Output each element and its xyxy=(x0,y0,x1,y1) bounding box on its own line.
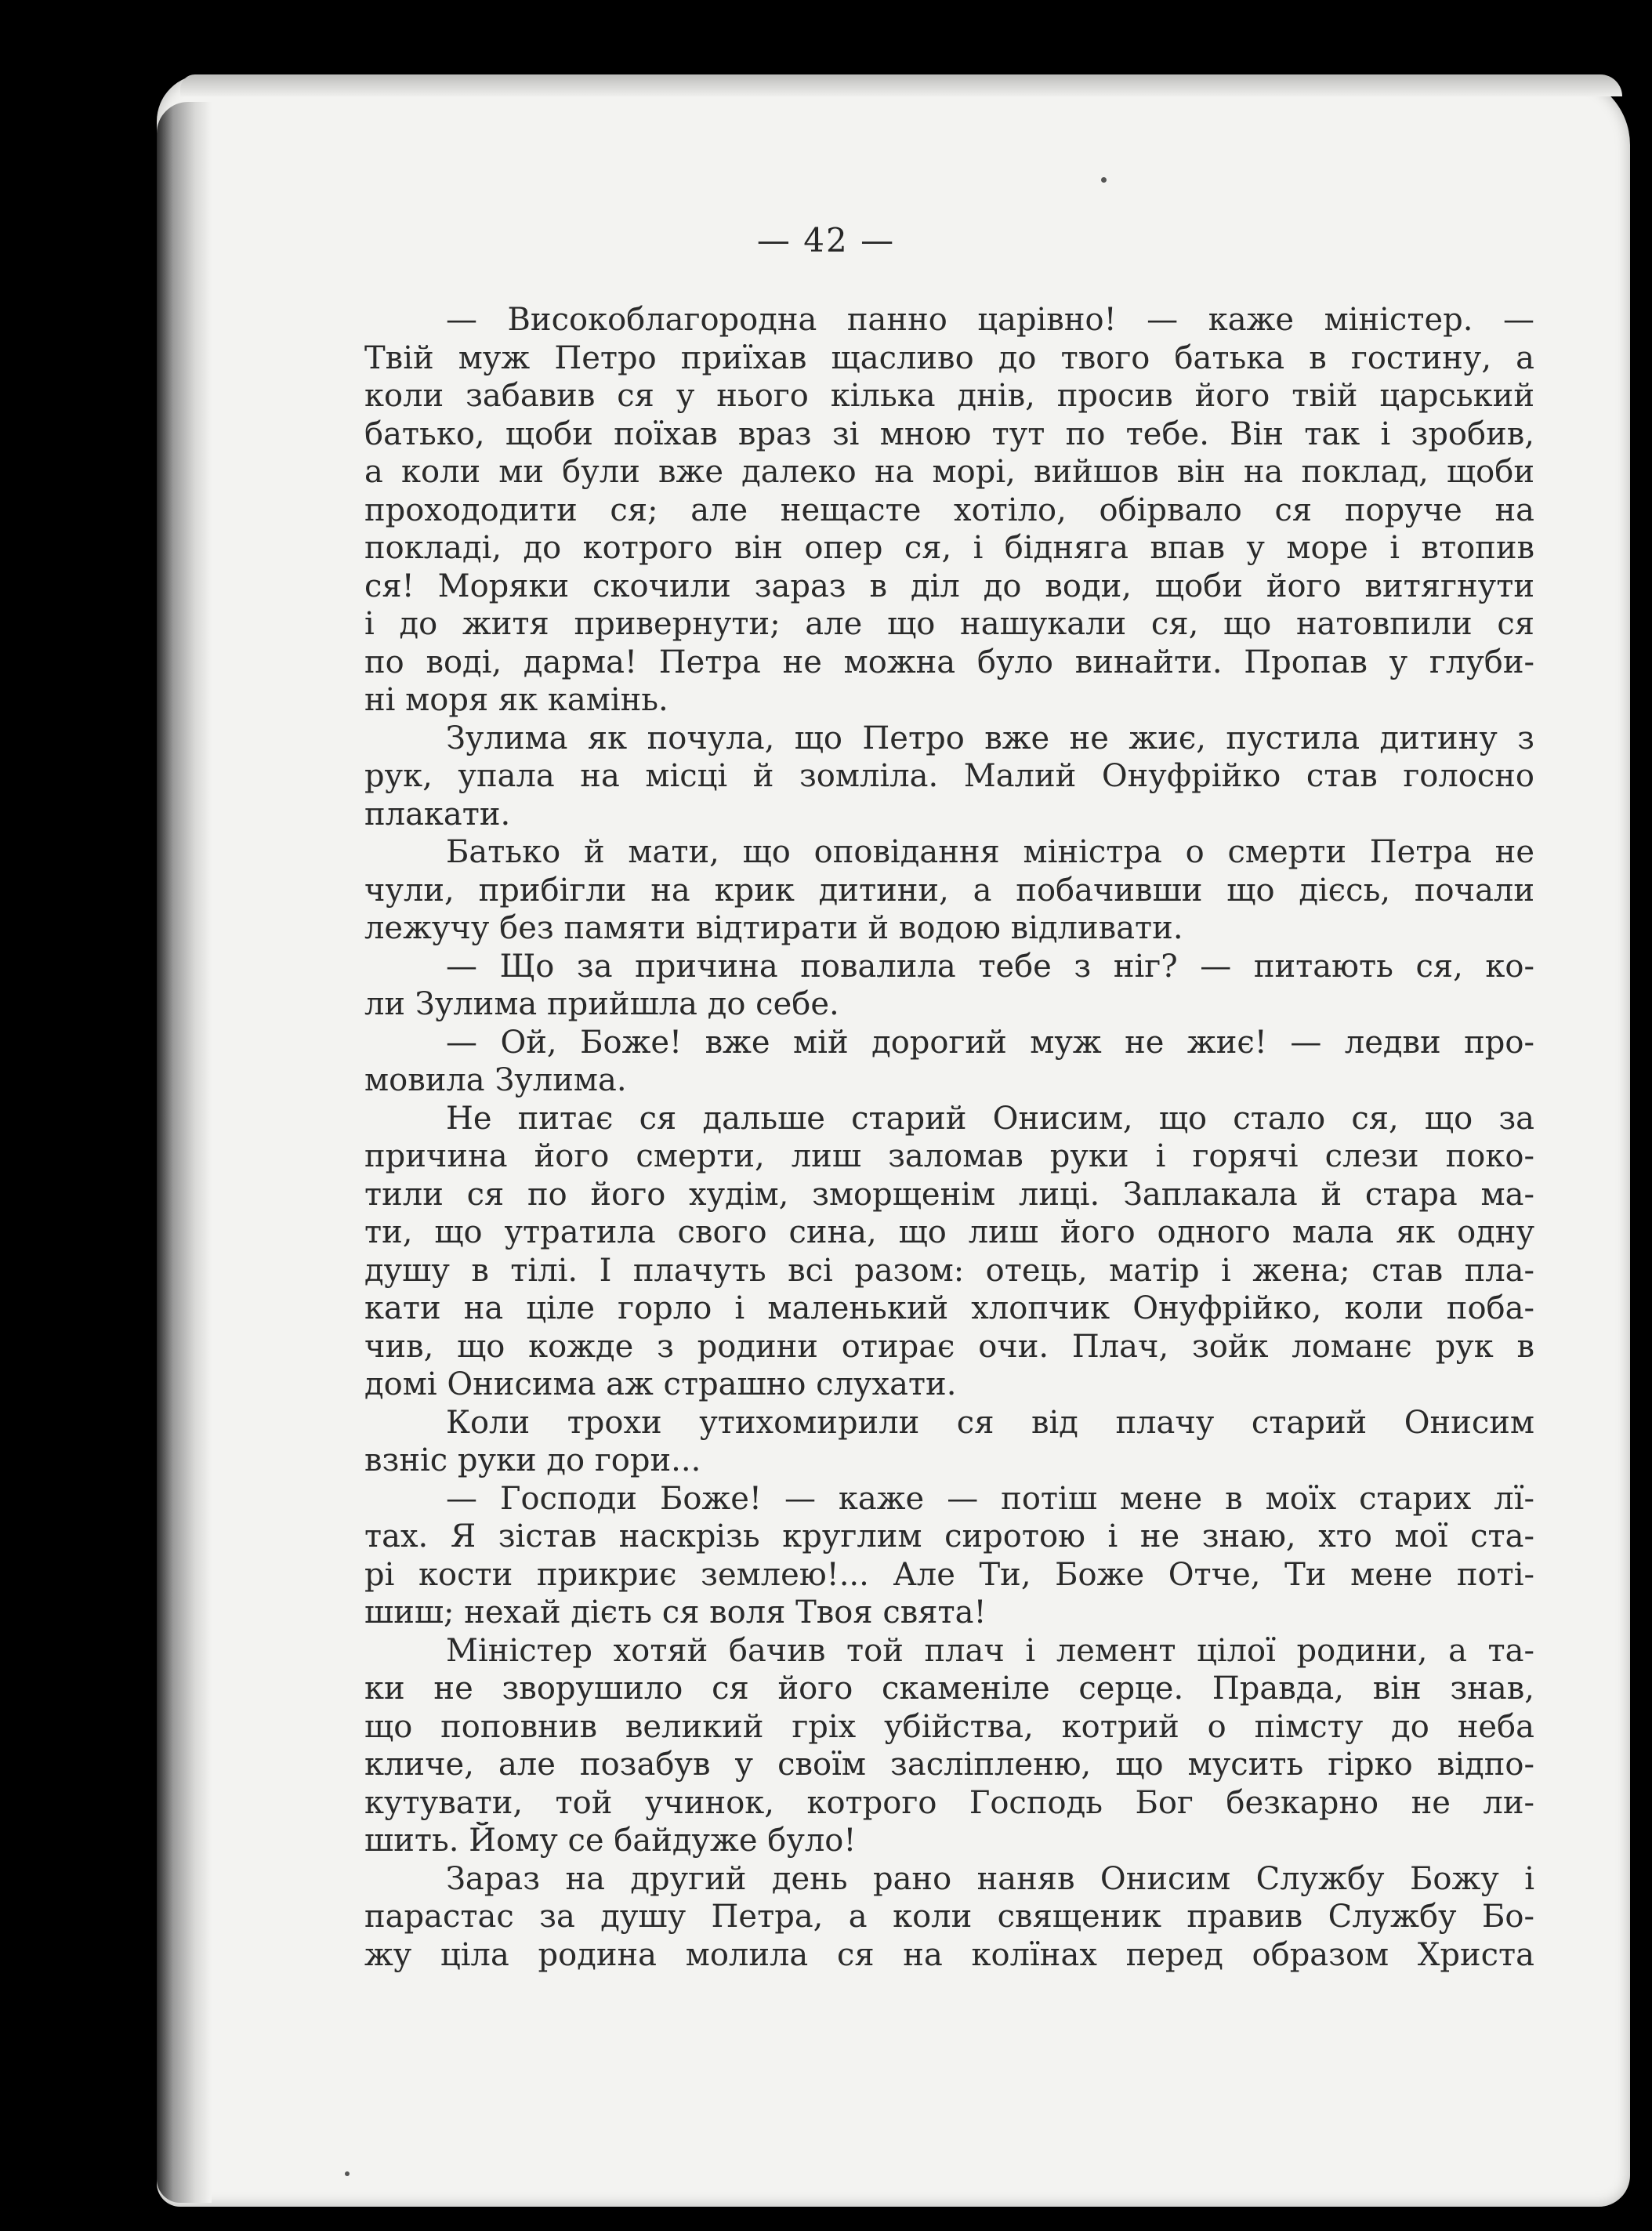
text-line: — Що за причина повалила тебе з ніг? — питають ся, ко- xyxy=(446,948,1534,985)
paragraph xyxy=(364,1100,1534,1404)
page-top-edge xyxy=(180,74,1622,96)
text-line: Зулима як почула, що Петро вже не жиє, пустила дитину з xyxy=(446,720,1534,756)
paragraph xyxy=(364,1480,1534,1632)
scan-speck xyxy=(1101,177,1107,183)
text-line: ки не зворушило ся його скаменіле серце. Правда, він знав, xyxy=(364,1671,1534,1707)
text-line: плакати. xyxy=(364,796,511,833)
text-line: — Господи Боже! — каже — потіш мене в моїх старих лї- xyxy=(446,1480,1534,1517)
paragraph xyxy=(364,1860,1534,1975)
text-line: ся! Моряки скочили зараз в діл до води, щоби його витягнути xyxy=(364,568,1534,604)
text-line: Твій муж Петро приїхав щасливо до твого батька в гостину, а xyxy=(364,339,1534,376)
text-line: ти, що утратила свого сина, що лиш його одного мала як одну xyxy=(364,1214,1534,1250)
page-edge-shadow xyxy=(157,102,212,2203)
text-line: батько, щоби поїхав враз зі мною тут по тебе. Він так і зробив, xyxy=(364,415,1534,452)
text-line: кутувати, той учинок, котрого Господь Бог безкарно не ли- xyxy=(364,1784,1534,1821)
paragraph xyxy=(364,833,1534,948)
text-line: рук, упала на місці й зомліла. Малий Онуфрійко став голосно xyxy=(364,758,1534,794)
text-line: тах. Я зістав наскрізь круглим сиротою і не знаю, хто мої ста- xyxy=(364,1518,1534,1554)
text-line: — Високоблагородна панно царівно! — каже міністер. — xyxy=(446,302,1534,338)
paragraph xyxy=(364,948,1534,1024)
paragraph xyxy=(364,1404,1534,1480)
page-number: — 42 — xyxy=(756,221,896,259)
text-line: чули, прибігли на крик дитини, а побачивши що дієсь, почали xyxy=(364,872,1534,909)
text-line: чив, що кожде з родини отирає очи. Плач, зойк ломанє рук в xyxy=(364,1328,1534,1365)
text-line: коли забавив ся у нього кілька днів, просив його твій царський xyxy=(364,378,1534,414)
text-line: жу ціла родина молила ся на колїнах перед образом Христа xyxy=(364,1936,1534,1973)
body-text xyxy=(364,301,1534,1974)
scan-speck xyxy=(345,2171,350,2176)
text-line: покладі, до котрого він опер ся, і бідняга впав у море і втопив xyxy=(364,530,1534,566)
text-line: мовила Зулима. xyxy=(364,1062,627,1098)
text-line: взніс руки до гори... xyxy=(364,1442,701,1478)
text-line: шить. Йому се байдуже було! xyxy=(364,1823,857,1859)
text-line: домі Онисима аж страшно слухати. xyxy=(364,1366,957,1402)
paragraph xyxy=(364,720,1534,834)
text-line: — Ой, Боже! вже мій дорогий муж не жиє! — ледви про- xyxy=(446,1024,1534,1061)
text-line: тили ся по його худім, зморщенім лиці. Заплакала й стара ма- xyxy=(364,1176,1534,1213)
text-line: ли Зулима прийшла до себе. xyxy=(364,986,839,1022)
text-line: і до житя привернути; але що нашукали ся, що натовпили ся xyxy=(364,606,1534,642)
text-line: що поповнив великий гріх убійства, котрий о пімсту до неба xyxy=(364,1708,1534,1745)
text-line: Міністер хотяй бачив той плач і лемент цілої родини, а та- xyxy=(446,1632,1534,1669)
text-line: парастас за душу Петра, а коли священик правив Службу Бо- xyxy=(364,1899,1534,1935)
text-line: Не питає ся дальше старий Онисим, що стало ся, що за xyxy=(446,1100,1534,1137)
paragraph xyxy=(364,301,1534,720)
text-line: рі кости прикриє землею!... Але Ти, Боже Отче, Ти мене поті- xyxy=(364,1556,1534,1593)
text-line: Коли трохи утихомирили ся від плачу старий Онисим xyxy=(446,1404,1534,1441)
text-line: причина його смерти, лиш заломав руки і горячі слези поко- xyxy=(364,1138,1534,1174)
paragraph xyxy=(364,1024,1534,1100)
text-line: прохододити ся; але нещасте хотіло, обірвало ся поруче на xyxy=(364,492,1534,528)
text-line: душу в тілі. І плачуть всі разом: отець, матір і жена; став пла- xyxy=(364,1252,1534,1289)
text-line: а коли ми були вже далеко на морі, вийшов він на поклад, щоби xyxy=(364,454,1534,490)
text-line: кати на ціле горло і маленький хлопчик Онуфрійко, коли поба- xyxy=(364,1290,1534,1326)
text-line: ні моря як камінь. xyxy=(364,682,668,718)
text-line: по воді, дарма! Петра не можна було винайти. Пропав у глуби- xyxy=(364,644,1534,680)
text-line: кличе, але позабув у своїм засліпленю, що мусить гірко відпо- xyxy=(364,1747,1534,1783)
text-line: Батько й мати, що оповідання міністра о смерти Петра не xyxy=(446,834,1534,870)
text-line: лежучу без памяти відтирати й водою відливати. xyxy=(364,910,1183,946)
text-line: шиш; нехай дієть ся воля Твоя свята! xyxy=(364,1594,987,1631)
text-line: Зараз на другий день рано наняв Онисим Службу Божу і xyxy=(446,1860,1534,1897)
paragraph xyxy=(364,1632,1534,1860)
